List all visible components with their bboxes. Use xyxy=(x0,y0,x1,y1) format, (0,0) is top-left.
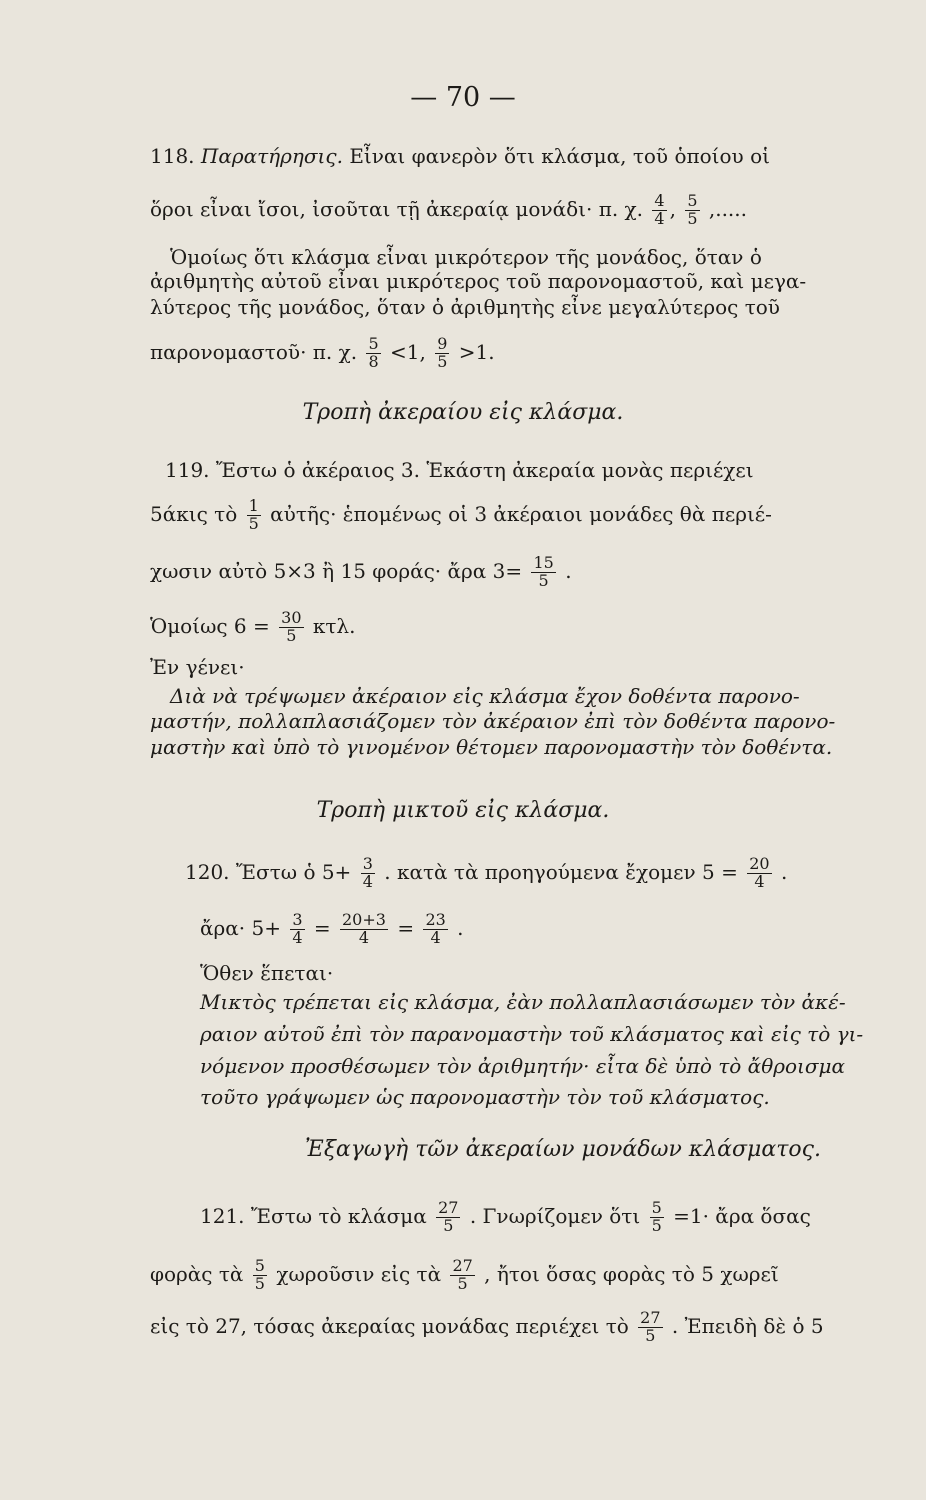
denominator: 5 xyxy=(645,1325,656,1345)
s119-rule-3: μαστὴν καὶ ὑπὸ τὸ γινομένον θέτομεν παρονομαστὴν τὸν δοθέντα. xyxy=(150,735,833,759)
s120-line-1 xyxy=(185,856,787,891)
fraction xyxy=(747,856,771,891)
numerator: 27 xyxy=(640,1308,661,1327)
numerator: 4 xyxy=(654,191,665,210)
text: . xyxy=(565,558,572,583)
denominator: 4 xyxy=(654,208,665,228)
fraction xyxy=(531,555,555,590)
s118-line-4: ἀριθμητὴς αὐτοῦ εἶναι μικρότερος τοῦ παρονομαστοῦ, καὶ μεγα- xyxy=(150,269,807,293)
denominator: 5 xyxy=(286,625,297,645)
s118-line-2: ὅροι εἶναι ἴσοι, ἰσοῦται τῇ ἀκεραίᾳ μονάδι· π. χ. $\frac{4}{4}$ , $\frac{5}{5}$ ,..... xyxy=(150,191,748,228)
s120-line-3: Ὅθεν ἕπεται· xyxy=(200,961,334,985)
denominator: 4 xyxy=(358,927,370,947)
text: 121. Ἔστω τὸ κλάσμα xyxy=(200,1203,427,1228)
numerator: 27 xyxy=(438,1198,459,1217)
s118-line-1 xyxy=(150,146,770,166)
text: ,..... xyxy=(708,196,748,221)
s120-rule-3: νόμενον προσθέσωμεν τὸν ἀριθμητήν· εἶτα δὲ ὑπὸ τὸ ἄθροισμα xyxy=(200,1054,846,1078)
denominator: 5 xyxy=(248,513,259,533)
text: κτλ. xyxy=(312,613,356,638)
denominator: 4 xyxy=(430,927,441,947)
text: . Γνωρίζομεν ὅτι xyxy=(469,1203,641,1228)
denominator: 8 xyxy=(368,351,379,371)
text: ὅροι εἶναι ἴσοι, ἰσοῦται τῇ ἀκεραίᾳ μονάδι· π. χ. xyxy=(150,196,644,221)
numerator: 5 xyxy=(687,191,698,210)
fraction xyxy=(340,912,388,947)
denominator: 5 xyxy=(443,1215,454,1235)
fraction xyxy=(366,336,380,371)
fraction xyxy=(685,193,699,228)
text: Ὁμοίως 6 = xyxy=(150,613,270,638)
text: ἄρα· 5+ xyxy=(200,915,281,940)
s121-line-1 xyxy=(200,1200,811,1235)
section-title-3: Ἐξαγωγὴ τῶν ἀκεραίων μονάδων κλάσματος. xyxy=(305,1137,821,1162)
text: 120. Ἔστω ὁ 5+ xyxy=(185,859,352,884)
text: χωροῦσιν εἰς τὰ xyxy=(276,1261,442,1286)
section-title-1: Τροπὴ ἀκεραίου εἰς κλάσμα. xyxy=(302,400,624,425)
text: = xyxy=(397,915,415,940)
numerator: 1 xyxy=(248,496,259,515)
fraction xyxy=(650,1200,664,1235)
denominator: 5 xyxy=(538,570,549,590)
text: , ἤτοι ὅσας φορὰς τὸ 5 χωρεῖ xyxy=(484,1261,779,1286)
numerator: 3 xyxy=(362,854,373,873)
fraction xyxy=(652,193,666,228)
text: . xyxy=(457,915,464,940)
numerator: 30 xyxy=(281,608,302,627)
s119-line-2 xyxy=(150,498,772,533)
denominator: 5 xyxy=(651,1215,662,1235)
fraction xyxy=(436,1200,460,1235)
page-number: — 70 — xyxy=(410,82,516,113)
fraction xyxy=(279,610,303,645)
fraction xyxy=(435,336,449,371)
s120-line-2 xyxy=(200,912,464,947)
text: . Ἐπειδὴ δὲ ὁ 5 xyxy=(671,1313,824,1338)
denominator: 5 xyxy=(457,1273,468,1293)
text: = xyxy=(313,915,331,940)
s118-line-5: λύτερος τῆς μονάδος, ὅταν ὁ ἀριθμητὴς εἶνε μεγαλύτερος τοῦ xyxy=(150,295,780,319)
fraction xyxy=(450,1258,474,1293)
s118-text: Εἶναι φανερὸν ὅτι κλάσμα, τοῦ ὁποίου οἱ xyxy=(349,144,770,168)
text: . κατὰ τὰ προηγούμενα ἔχομεν 5 = xyxy=(384,859,738,884)
denominator: 5 xyxy=(687,208,698,228)
fraction xyxy=(423,912,447,947)
section-title-2: Τροπὴ μικτοῦ εἰς κλάσμα. xyxy=(316,798,610,823)
s118-heading: Παρατήρησις. xyxy=(200,144,343,168)
text: <1, xyxy=(390,339,426,364)
denominator: 4 xyxy=(362,871,373,891)
s119-rule-2: μαστήν, πολλαπλασιάζομεν τὸν ἀκέραιον ἐπὶ τὸν δοθέντα παρονο- xyxy=(150,709,836,733)
numerator: 20 xyxy=(749,854,770,873)
s119-line-1: 119. Ἔστω ὁ ἀκέραιος 3. Ἑκάστη ἀκεραία μονὰς περιέχει xyxy=(165,458,754,482)
s120-rule-2: ραιον αὐτοῦ ἐπὶ τὸν παρανομαστὴν τοῦ κλάσματος καὶ εἰς τὸ γι- xyxy=(200,1022,864,1046)
s118-line-6 xyxy=(150,336,495,371)
fraction xyxy=(290,912,304,947)
fraction xyxy=(253,1258,267,1293)
numerator: 9 xyxy=(437,334,448,353)
numerator: 27 xyxy=(452,1256,473,1275)
text: χωσιν αὐτὸ 5×3 ἢ 15 φοράς· ἄρα 3= xyxy=(150,558,523,583)
s118-line-3: Ὁμοίως ὅτι κλάσμα εἶναι μικρότερον τῆς μονάδος, ὅταν ὁ xyxy=(170,245,762,269)
numerator: 23 xyxy=(425,910,446,929)
text: φορὰς τὰ xyxy=(150,1261,244,1286)
s119-line-4 xyxy=(150,610,355,645)
numerator: 3 xyxy=(292,910,303,929)
text: =1· ἄρα ὅσας xyxy=(673,1203,811,1228)
denominator: 4 xyxy=(292,927,303,947)
text: εἰς τὸ 27, τόσας ἀκεραίας μονάδας περιέχει τὸ xyxy=(150,1313,629,1338)
s118-number: 118. xyxy=(150,144,195,168)
s119-rule-1: Διὰ νὰ τρέψωμεν ἀκέραιον εἰς κλάσμα ἔχον δοθέντα παρονο- xyxy=(170,684,800,708)
s121-line-2 xyxy=(150,1258,779,1293)
s120-rule-4: τοῦτο γράψωμεν ὡς παρονομαστὴν τὸν τοῦ κλάσματος. xyxy=(200,1085,770,1109)
fraction xyxy=(638,1310,662,1345)
numerator: 15 xyxy=(533,553,554,572)
denominator: 5 xyxy=(254,1273,265,1293)
fraction xyxy=(361,856,375,891)
denominator: 5 xyxy=(437,351,448,371)
s119-line-3 xyxy=(150,555,572,590)
numerator: 5 xyxy=(368,334,379,353)
text: >1. xyxy=(458,339,495,364)
fraction xyxy=(247,498,261,533)
s121-line-3 xyxy=(150,1310,824,1345)
text: . xyxy=(780,859,788,884)
numerator: 20+3 xyxy=(342,910,386,929)
text: παρονομαστοῦ· π. χ. xyxy=(150,339,358,364)
s120-rule-1: Μικτὸς τρέπεται εἰς κλάσμα, ἐὰν πολλαπλασιάσωμεν τὸν ἀκέ- xyxy=(200,990,846,1014)
numerator: 5 xyxy=(651,1198,662,1217)
text: αὐτῆς· ἑπομένως οἱ 3 ἀκέραιοι μονάδες θὰ περιέ- xyxy=(270,501,772,526)
text: 5άκις τὸ xyxy=(150,501,238,526)
denominator: 4 xyxy=(754,871,765,891)
s119-line-5: Ἐν γένει· xyxy=(150,655,245,679)
numerator: 5 xyxy=(254,1256,265,1275)
